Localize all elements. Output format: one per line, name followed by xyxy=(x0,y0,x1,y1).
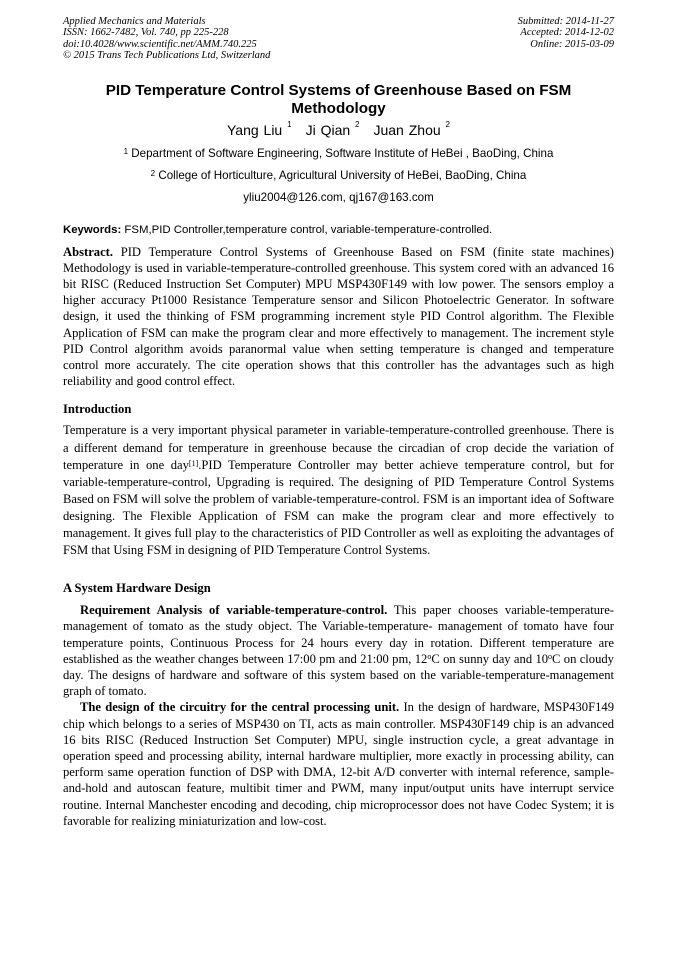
abstract xyxy=(63,244,614,390)
affiliation-text: Department of Software Engineering, Software Institute of HeBei , BaoDing, China xyxy=(131,146,554,160)
author-affiliation-mark: 2 xyxy=(355,119,360,129)
paper-title-line-1: PID Temperature Control Systems of Greenhouse Based on FSM xyxy=(105,81,572,99)
abstract-text: PID Temperature Control Systems of Greenhouse Based on FSM (finite state machines) Methodology is used in variable-temperature-controlled greenhouse. This system cored with an advanced 16 bit RISC (Reduced Instruction Set Computer) MPU MSP430F149 with low power. The sensors employ a higher accuracy Pt1000 Resistance Temperature sensor and Silicon Photoelectric Generator. In software design, it used the thinking of FSM programming increment style PID Control algorithm. The Flexible Application of FSM can make the program clear and more effectively to management. The increment style PID Control algorithm avoids paranormal value when setting temperature is changed and temperature control more accurately. The cite operation shows that this controller has the advantages such as high reliability and good control effect. xyxy=(63,244,614,389)
submission-dates xyxy=(518,16,614,62)
date-submitted: Submitted: 2014-11-27 xyxy=(517,16,614,27)
introduction-text: .PID Temperature Controller may better achieve temperature control, but for variable-temperature-control, Upgrading is required. The designing of PID Temperature Control Systems Based on FSM will solve the problem of variable-temperature-control. FSM is an important idea of Software designing. The Flexible Application of FSM can make the program clear and more effectively to management. It gives full play to the characteristics of PID Controller as well as exploiting the advantages of FSM that Using FSM in designing of PID Temperature Control Systems. xyxy=(63,457,614,558)
author-affiliation-mark: 1 xyxy=(287,119,292,129)
author-name: Yang Liu xyxy=(226,121,283,138)
citation-ref: [1] xyxy=(188,458,199,468)
keywords-label: Keywords: xyxy=(63,223,122,236)
degree-mark: o xyxy=(427,651,432,661)
affiliation-mark: 2 xyxy=(150,168,156,178)
author-emails: yliu2004@126.com, qj167@163.com xyxy=(243,190,434,204)
paragraph-lead: The design of the circuitry for the central processing unit. xyxy=(80,700,400,715)
author-list xyxy=(63,119,614,138)
journal-header xyxy=(63,16,614,62)
paragraph-text: This paper chooses variable-temperature-management of tomato as the study object. The Variable-temperature- management of tomato have four temperature points, Continuous Process for 24 hours every day in rotation. Different temperature are established as the weather changes between 17:00 pm and 21:00 pm, 12 xyxy=(63,603,614,666)
journal-name: Applied Mechanics and Materials xyxy=(63,16,206,27)
keywords-text: FSM,PID Controller,temperature control, variable-temperature-controlled. xyxy=(121,223,493,236)
affiliation-text: College of Horticulture, Agricultural University of HeBei, BaoDing, China xyxy=(158,168,527,182)
abstract-label: Abstract. xyxy=(63,244,114,259)
paragraph-lead: Requirement Analysis of variable-temperature-control. xyxy=(80,603,388,618)
paragraph-text: C on cloudy day. The designs of hardware and software of this system based on the variable-temperature-management graph of tomato. xyxy=(63,651,614,699)
journal-doi: doi:10.4028/www.scientific.net/AMM.740.225 xyxy=(63,38,257,50)
section-heading-hardware: A System Hardware Design xyxy=(63,581,211,596)
introduction-text: Temperature is a very important physical parameter in variable-temperature-controlled greenhouse. There is a different demand for temperature in greenhouse because the circadian of crop decide the variation of temperature in one day xyxy=(63,423,614,472)
author-name: Ji Qian xyxy=(305,121,351,138)
hardware-paragraph-2 xyxy=(63,699,614,829)
date-accepted: Accepted: 2014-12-02 xyxy=(520,27,614,39)
introduction-paragraph xyxy=(63,422,614,559)
date-online: Online: 2015-03-09 xyxy=(530,38,614,50)
hardware-paragraph-1 xyxy=(63,602,614,699)
author-name: Juan Zhou xyxy=(373,121,441,138)
section-heading-introduction: Introduction xyxy=(63,402,132,417)
degree-mark: o xyxy=(548,651,553,661)
keywords xyxy=(63,224,614,236)
paper-title-line-2: Methodology xyxy=(291,99,386,117)
paper-title xyxy=(63,82,614,118)
affiliation xyxy=(63,169,614,183)
paragraph-text: C on sunny day and 10 xyxy=(431,651,549,666)
journal-info xyxy=(63,16,270,62)
author-affiliation-mark: 2 xyxy=(445,119,450,129)
journal-copyright: © 2015 Trans Tech Publications Ltd, Switzerland xyxy=(63,50,271,62)
journal-issn: ISSN: 1662-7482, Vol. 740, pp 225-228 xyxy=(63,27,229,39)
paragraph-text: In the design of hardware, MSP430F149 chip which belongs to a series of MSP430 on TI, acts as main controller. MSP430F149 chip is an advanced 16 bits RISC (Reduced Instruction Set Computer) MPU, single instruction cycle, a great advantage in operation speed and processing ability, internal hardware multiplier, more exactly in processing ability, can perform same operation function of DSP with DMA, 12-bit A/D converter with internal reference, sample-and-hold and autoscan feature, multibit timer and PWM, many input/output units have interrupt service routine. Internal Manchester encoding and decoding, chip microprocessor does not have Codec System; it is favorable for realizing miniaturization and low-cost. xyxy=(63,700,614,828)
affiliation-mark: 1 xyxy=(123,146,129,156)
affiliation xyxy=(63,147,614,161)
